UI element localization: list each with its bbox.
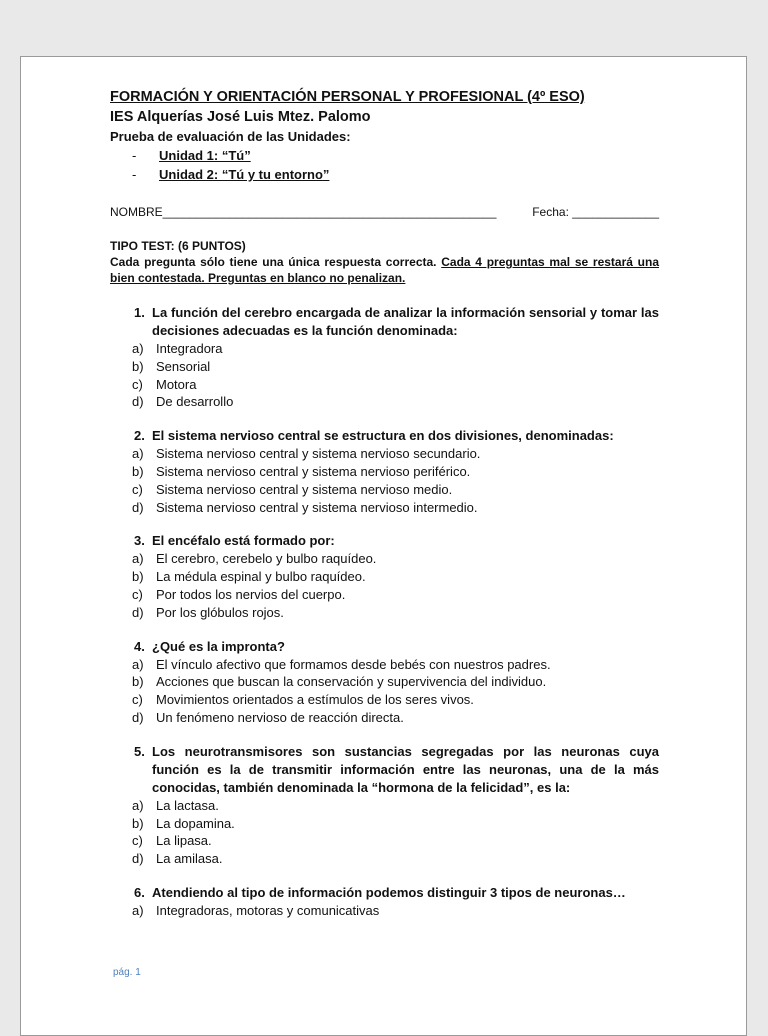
question-text: Los neurotransmisores son sustancias segregadas por las neuronas cuya función es la de transmitir información entre las neuronas, una de la más conocidas, también denominada la “hormona de la felicidad”, es la:	[152, 743, 659, 795]
question-block	[110, 304, 659, 411]
option-letter: c)	[132, 481, 143, 497]
option-text: La amilasa.	[156, 851, 223, 867]
option-letter: c)	[132, 376, 143, 392]
page-number: pág. 1	[113, 967, 141, 978]
question-number: 1.	[134, 305, 145, 320]
question-number-cell	[110, 743, 152, 797]
option-text: El vínculo afectivo que formamos desde bebés con nuestros padres.	[156, 656, 551, 672]
answer-option	[110, 673, 659, 691]
question-block	[110, 532, 659, 621]
option-letter: d)	[132, 394, 144, 410]
option-text: Sistema nervioso central y sistema nervioso intermedio.	[156, 499, 478, 515]
option-letter: b)	[132, 569, 144, 585]
options-list	[110, 550, 659, 621]
question-number-cell	[110, 427, 152, 445]
option-text: Sensorial	[156, 358, 211, 374]
unit-dash: -	[132, 148, 137, 163]
option-text: De desarrollo	[156, 394, 234, 410]
question-block	[110, 884, 659, 920]
option-letter: c)	[132, 586, 143, 602]
option-text: La lipasa.	[156, 833, 212, 849]
options-list	[110, 902, 659, 920]
question-number: 2.	[134, 428, 145, 444]
question-header	[110, 532, 659, 550]
option-text: La dopamina.	[156, 815, 235, 831]
question-text: Atendiendo al tipo de información podemos distinguir 3 tipos de neuronas…	[152, 884, 626, 900]
answer-option	[110, 815, 659, 833]
option-text: Acciones que buscan la conservación y supervivencia del individuo.	[156, 674, 547, 690]
document-page	[20, 56, 747, 1036]
question-block	[110, 743, 659, 868]
option-text: Integradora	[156, 341, 223, 356]
question-block	[110, 638, 659, 727]
question-text: El encéfalo está formado por:	[152, 533, 335, 549]
name-date-row	[110, 204, 659, 220]
answer-option	[110, 358, 659, 376]
option-letter: a)	[132, 797, 144, 813]
answer-option	[110, 499, 659, 517]
instruction-underlined: Cada 4 preguntas mal se restará una bien contestada. Preguntas en blanco no penalizan.	[110, 255, 659, 285]
test-instruction	[110, 254, 659, 286]
question-header	[110, 884, 659, 902]
answer-option	[110, 445, 659, 463]
answer-option	[110, 463, 659, 481]
option-text: Por todos los nervios del cuerpo.	[156, 586, 346, 602]
option-letter: b)	[132, 358, 144, 374]
option-letter: c)	[132, 692, 143, 708]
answer-option	[110, 340, 659, 358]
option-letter: c)	[132, 833, 143, 849]
option-letter: a)	[132, 902, 144, 918]
question-block	[110, 427, 659, 516]
unit-label: Unidad 1: “Tú”	[159, 148, 251, 163]
answer-option	[110, 568, 659, 586]
page-content	[110, 87, 659, 920]
question-header	[110, 743, 659, 797]
answer-option	[110, 902, 659, 920]
question-number-cell	[110, 304, 152, 340]
option-text: Sistema nervioso central y sistema nervioso periférico.	[156, 463, 471, 479]
course-title: FORMACIÓN Y ORIENTACIÓN PERSONAL Y PROFESIONAL (4º ESO)	[110, 89, 585, 105]
school-name: IES Alquerías José Luis Mtez. Palomo	[110, 109, 371, 125]
fecha-field[interactable]: Fecha: _____________	[532, 205, 659, 219]
option-letter: a)	[132, 446, 144, 462]
question-text: ¿Qué es la impronta?	[152, 638, 285, 654]
option-text: La médula espinal y bulbo raquídeo.	[156, 569, 366, 585]
question-number: 4.	[134, 638, 145, 654]
unit-item	[110, 146, 659, 165]
nombre-field[interactable]: NOMBRE__________________________________________________	[110, 205, 497, 219]
question-header	[110, 427, 659, 445]
answer-option	[110, 656, 659, 674]
answer-option	[110, 376, 659, 394]
answer-option	[110, 832, 659, 850]
option-letter: d)	[132, 709, 144, 725]
question-text: La función del cerebro encargada de analizar la información sensorial y tomar las decisiones adecuadas es la función denominada:	[152, 305, 659, 338]
question-number-cell	[110, 638, 152, 656]
option-text: Sistema nervioso central y sistema nervioso medio.	[156, 481, 453, 497]
option-letter: b)	[132, 463, 144, 479]
option-letter: b)	[132, 674, 144, 690]
options-list	[110, 656, 659, 727]
question-number: 6.	[134, 884, 145, 900]
answer-option	[110, 586, 659, 604]
option-letter: b)	[132, 815, 144, 831]
options-list	[110, 340, 659, 411]
answer-option	[110, 709, 659, 727]
options-list	[110, 797, 659, 868]
option-text: Movimientos orientados a estímulos de los seres vivos.	[156, 692, 474, 708]
answer-option	[110, 850, 659, 868]
option-text: El cerebro, cerebelo y bulbo raquídeo.	[156, 551, 377, 567]
option-letter: d)	[132, 851, 144, 867]
question-header	[110, 638, 659, 656]
question-header	[110, 304, 659, 340]
answer-option	[110, 797, 659, 815]
options-list	[110, 445, 659, 516]
option-text: Integradoras, motoras y comunicativas	[156, 902, 380, 918]
answer-option	[110, 604, 659, 622]
option-text: Un fenómeno nervioso de reacción directa.	[156, 709, 404, 725]
test-title: TIPO TEST: (6 PUNTOS)	[110, 239, 246, 253]
question-text: El sistema nervioso central se estructura en dos divisiones, denominadas:	[152, 428, 614, 444]
option-text: Por los glóbulos rojos.	[156, 604, 284, 620]
question-number-cell	[110, 884, 152, 902]
option-text: La lactasa.	[156, 797, 219, 813]
answer-option	[110, 691, 659, 709]
unit-dash: -	[132, 167, 137, 182]
answer-option	[110, 550, 659, 568]
question-number: 5.	[134, 743, 145, 759]
option-letter: d)	[132, 604, 144, 620]
option-text: Sistema nervioso central y sistema nervioso secundario.	[156, 446, 481, 462]
units-list	[110, 146, 659, 184]
option-text: Motora	[156, 376, 197, 392]
unit-item	[110, 165, 659, 184]
exam-title: Prueba de evaluación de las Unidades:	[110, 129, 351, 144]
unit-label: Unidad 2: “Tú y tu entorno”	[159, 167, 330, 182]
option-letter: a)	[132, 341, 144, 356]
question-number-cell	[110, 532, 152, 550]
test-instructions	[110, 238, 659, 286]
answer-option	[110, 481, 659, 499]
questions-list	[110, 304, 659, 920]
option-letter: a)	[132, 656, 144, 672]
instruction-plain: Cada pregunta sólo tiene una única respuesta correcta.	[110, 255, 437, 269]
option-letter: a)	[132, 551, 144, 567]
option-letter: d)	[132, 499, 144, 515]
question-number: 3.	[134, 533, 145, 549]
answer-option	[110, 393, 659, 411]
